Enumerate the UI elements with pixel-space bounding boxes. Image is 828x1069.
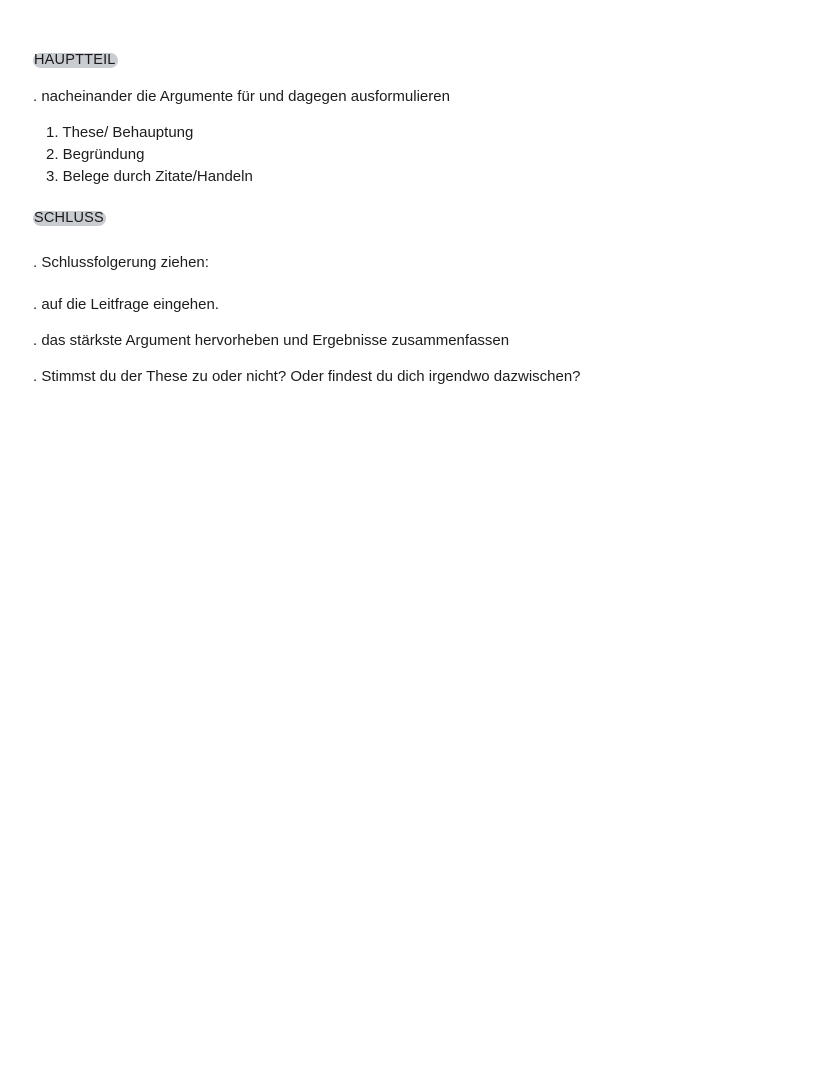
- schluss-point: . auf die Leitfrage eingehen.: [33, 296, 219, 313]
- list-item: 3. Belege durch Zitate/Handeln: [46, 168, 253, 185]
- list-item: 1. These/ Behauptung: [46, 124, 194, 141]
- heading-hauptteil: HAUPTTEIL: [34, 52, 116, 68]
- hauptteil-numbered-list: [46, 122, 253, 188]
- schluss-point: . das stärkste Argument hervorheben und Ergebnisse zusammenfassen: [33, 332, 510, 349]
- schluss-point: . Stimmst du der These zu oder nicht? Oder findest du dich irgendwo dazwischen?: [33, 368, 581, 385]
- list-item: 2. Begründung: [46, 146, 145, 163]
- schluss-point: . Schlussfolgerung ziehen:: [33, 254, 209, 271]
- heading-schluss: SCHLUSS: [34, 210, 104, 226]
- hauptteil-intro: . nacheinander die Argumente für und dagegen ausformulieren: [33, 88, 450, 105]
